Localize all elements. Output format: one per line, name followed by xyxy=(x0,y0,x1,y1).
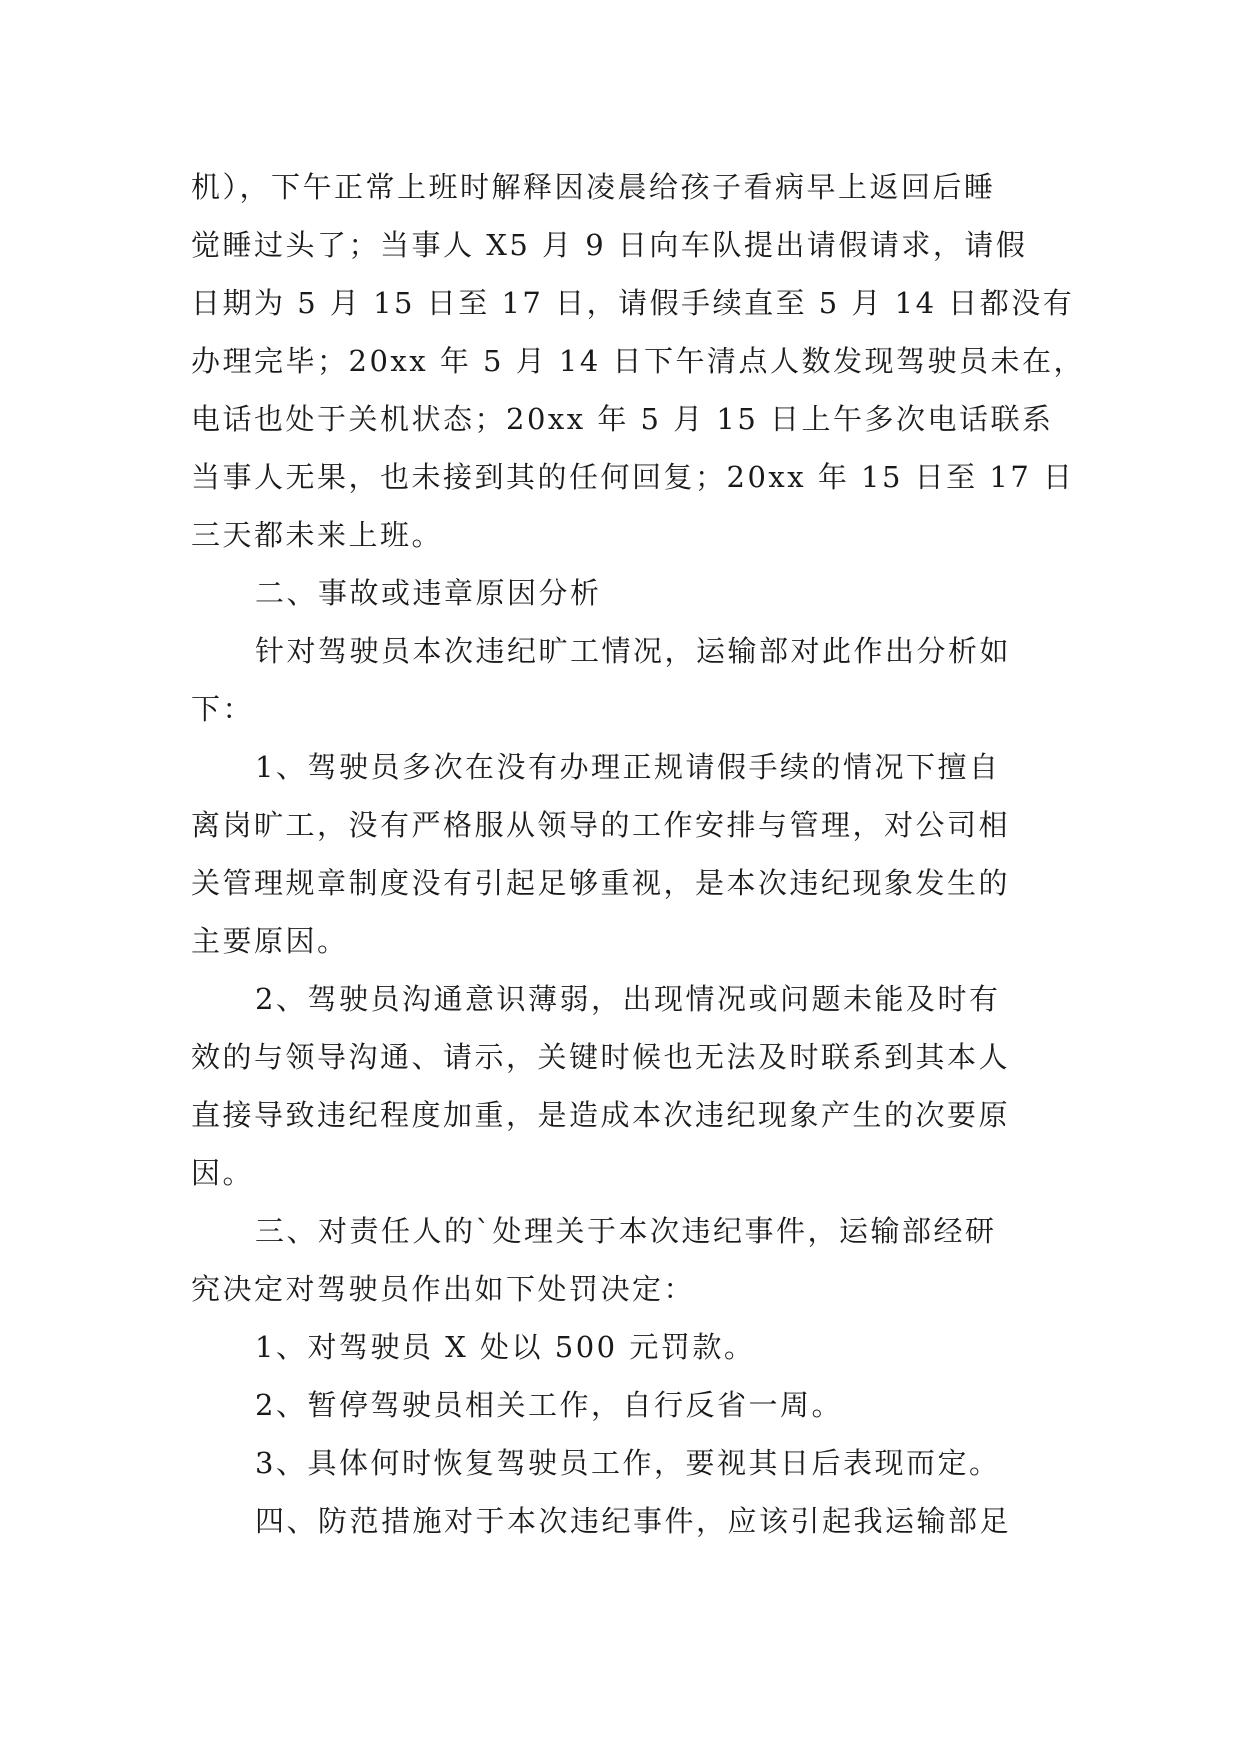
text-line: 二、事故或违章原因分析 xyxy=(255,576,602,610)
text-line: 觉睡过头了；当事人 X5 月 9 日向车队提出请假请求，请假 xyxy=(191,228,1028,262)
text-line: 三天都未来上班。 xyxy=(191,518,444,552)
text-line: 主要原因。 xyxy=(191,924,349,958)
text-line: 1、对驾驶员 X 处以 500 元罚款。 xyxy=(255,1330,756,1364)
text-line: 针对驾驶员本次违纪旷工情况，运输部对此作出分析如 xyxy=(255,634,1012,668)
text-line: 1、驾驶员多次在没有办理正规请假手续的情况下擅自 xyxy=(255,750,1001,784)
text-line: 3、具体何时恢复驾驶员工作，要视其日后表现而定。 xyxy=(255,1446,1001,1480)
text-line: 直接导致违纪程度加重，是造成本次违纪现象产生的次要原 xyxy=(191,1098,1011,1132)
text-line: 2、驾驶员沟通意识薄弱，出现情况或问题未能及时有 xyxy=(255,982,1001,1016)
document-body xyxy=(191,158,1086,1550)
text-line: 电话也处于关机状态；20xx 年 5 月 15 日上午多次电话联系 xyxy=(191,402,1054,436)
text-line: 四、防范措施对于本次违纪事件，应该引起我运输部足 xyxy=(255,1504,1012,1538)
text-line: 效的与领导沟通、请示，关键时候也无法及时联系到其本人 xyxy=(191,1040,1011,1074)
text-line: 因。 xyxy=(191,1156,255,1190)
text-line: 下： xyxy=(191,692,255,726)
text-line: 日期为 5 月 15 日至 17 日，请假手续直至 5 月 14 日都没有 xyxy=(191,286,1075,320)
text-line: 离岗旷工，没有严格服从领导的工作安排与管理，对公司相 xyxy=(191,808,1011,842)
text-line: 究决定对驾驶员作出如下处罚决定： xyxy=(191,1272,696,1306)
text-line: 关管理规章制度没有引起足够重视，是本次违纪现象发生的 xyxy=(191,866,1011,900)
text-line: 办理完毕；20xx 年 5 月 14 日下午清点人数发现驾驶员未在， xyxy=(191,344,1086,378)
text-line: 2、暂停驾驶员相关工作，自行反省一周。 xyxy=(255,1388,843,1422)
text-line: 三、对责任人的`处理关于本次违纪事件，运输部经研 xyxy=(255,1214,997,1248)
text-line: 当事人无果，也未接到其的任何回复；20xx 年 15 日至 17 日 xyxy=(191,460,1075,494)
text-line: 机），下午正常上班时解释因凌晨给孩子看病早上返回后睡 xyxy=(191,170,996,204)
